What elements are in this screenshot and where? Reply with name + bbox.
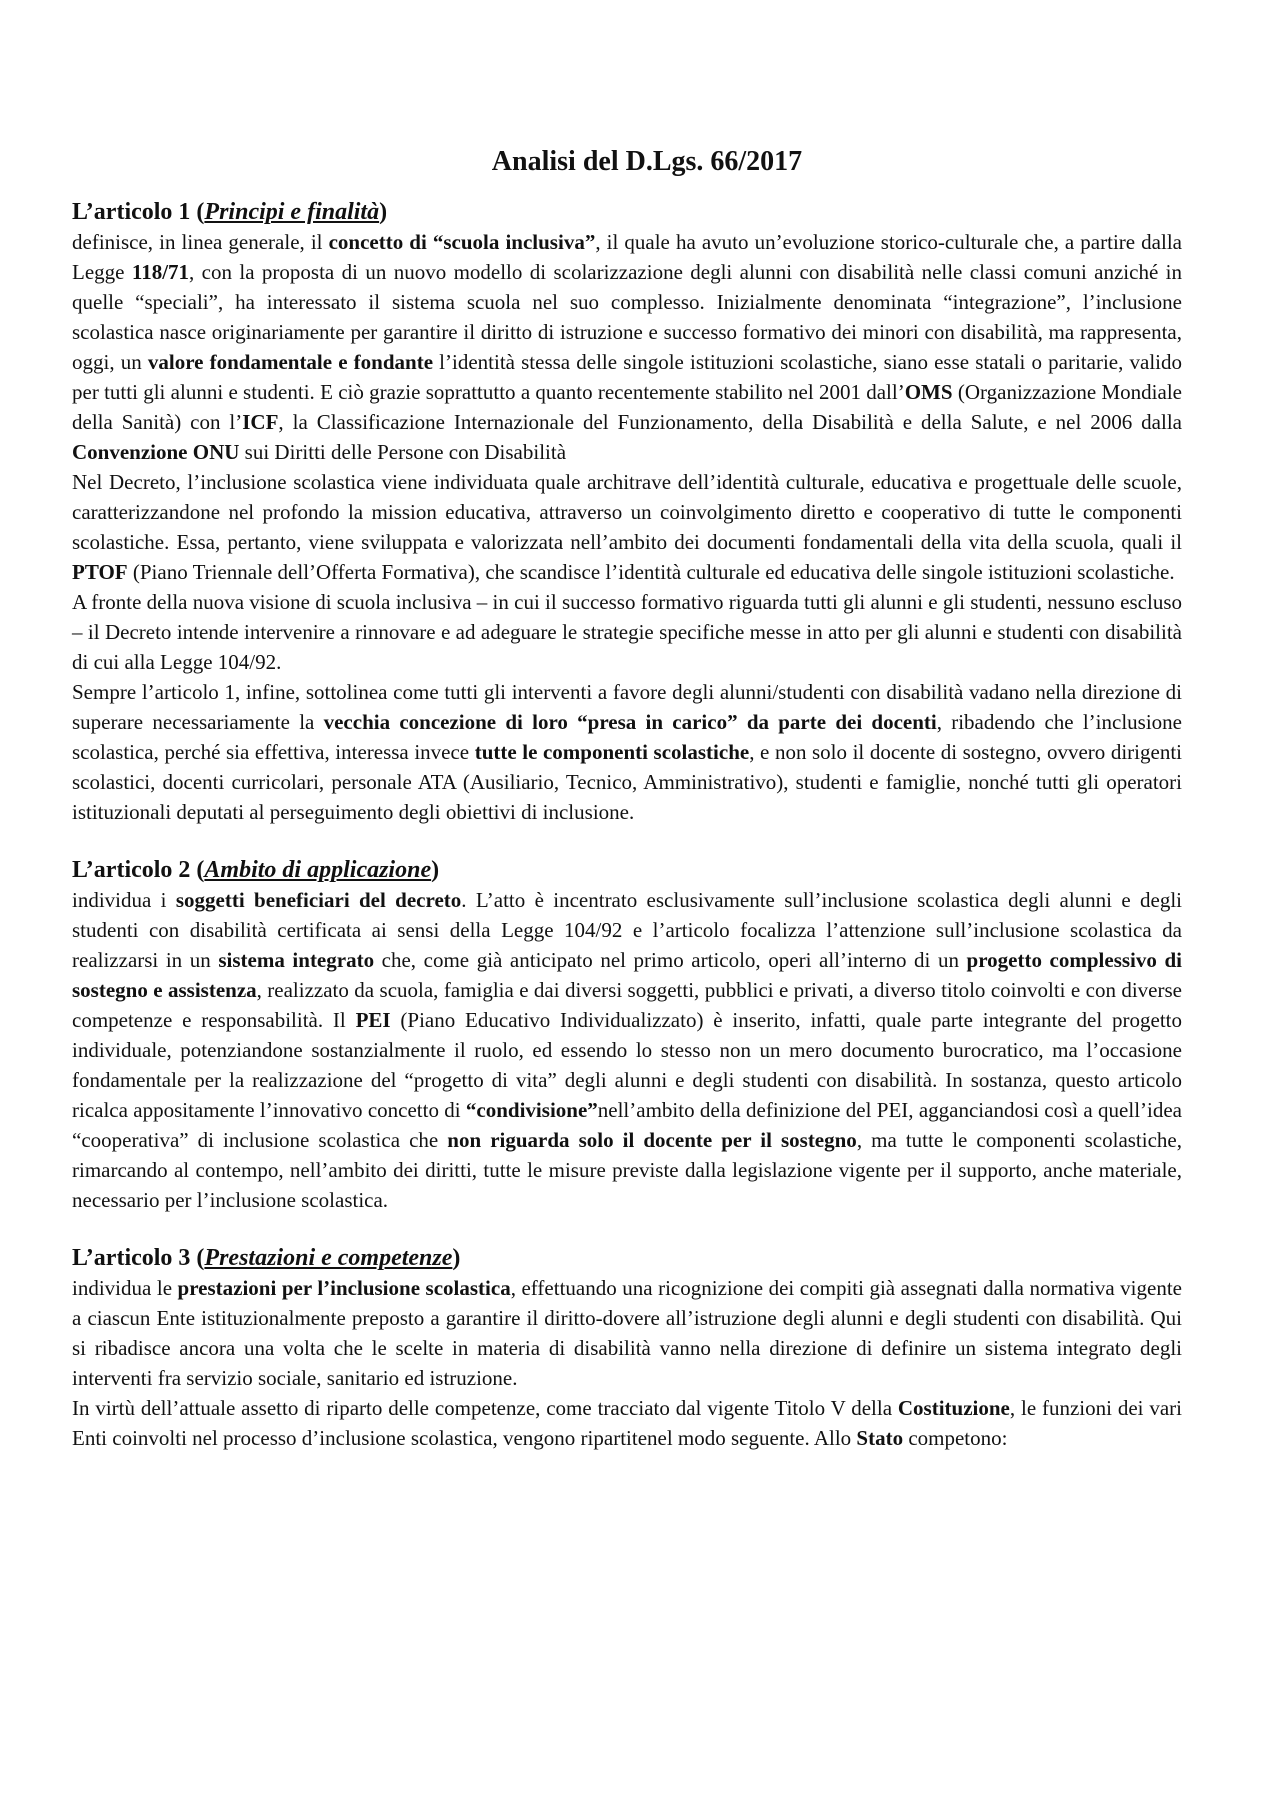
text-run: Nel Decreto, l’inclusione scolastica viene individuata quale architrave dell’identità culturale, educativa e progettuale delle scuole, caratterizzandone nel profondo la mission educativa, attraverso un coinvolgimento diretto e cooperativo di tutte le componenti scolastiche. Essa, pertanto, viene sviluppata e valorizzata nell’ambito dei documenti fondamentali della vita della scuola, quali il — [72, 470, 1182, 554]
paragraph — [72, 1393, 1182, 1453]
text-run: individua le — [72, 1276, 178, 1300]
paragraph — [72, 885, 1182, 1215]
text-run: l’identità stessa delle singole istituzioni scolastiche, siano esse statali o paritarie, valido per tutti gli alunni e studenti. E ciò grazie soprattutto a quanto recentemente stabilito nel 2001 dall’ — [72, 350, 1182, 404]
bold-text: soggetti beneficiari del decreto — [175, 888, 462, 912]
text-run: , effettuando una ricognizione dei compiti già assegnati dalla normativa vigente a ciascun Ente istituzionalmente preposto a garantire il diritto-dovere all’istruzione degli alunni e degli studenti con disabilità. Qui si ribadisce ancora una volta che le scelte in materia di disabilità vanno nella direzione di definire un sistema integrato degli interventi fra servizio sociale, sanitario ed istruzione. — [72, 1276, 1182, 1390]
text-run: competono: — [903, 1426, 1008, 1450]
text-run: , realizzato da scuola, famiglia e dai diversi soggetti, pubblici e privati, a diverso titolo coinvolti e con diverse competenze e responsabilità. Il — [72, 978, 1182, 1032]
section-body — [72, 885, 1182, 1215]
bold-text: concetto di “scuola inclusiva” — [328, 230, 596, 254]
bold-text: Convenzione ONU — [72, 440, 240, 464]
section-body — [72, 1273, 1182, 1453]
heading-tail: ) — [452, 1245, 461, 1271]
bold-text: Costituzione — [897, 1396, 1010, 1420]
text-run: , ma tutte le componenti scolastiche, rimarcando al contempo, nell’ambito dei diritti, tutte le misure previste dalla legislazione vigente per il supporto, anche materiale, necessario per l’inclusione scolastica. — [72, 1128, 1182, 1212]
heading-subtitle: Prestazioni e competenze — [204, 1245, 453, 1271]
paragraph — [72, 587, 1182, 677]
heading-subtitle: Ambito di applicazione — [204, 857, 432, 883]
bold-text: prestazioni per l’inclusione scolastica — [177, 1276, 511, 1300]
heading-subtitle: Principi e finalità — [204, 199, 380, 225]
text-run: (Piano Triennale dell’Offerta Formativa), che scandisce l’identità culturale ed educativa delle singole istituzioni scolastiche. — [127, 560, 1175, 584]
paragraph — [72, 227, 1182, 467]
text-run: , ribadendo che l’inclusione scolastica, perché sia effettiva, interessa invece — [72, 710, 1182, 764]
section-article-2 — [72, 855, 1182, 1215]
paragraph — [72, 677, 1182, 827]
bold-text: PTOF — [72, 560, 128, 584]
bold-text: PEI — [355, 1008, 391, 1032]
bold-text: non riguarda solo il docente per il sostegno — [447, 1128, 857, 1152]
bold-text: sistema integrato — [218, 948, 375, 972]
section-heading — [72, 855, 1182, 885]
text-run: definisce, in linea generale, il — [72, 230, 329, 254]
text-run: , e non solo il docente di sostegno, ovvero dirigenti scolastici, docenti curricolari, personale ATA (Ausiliario, Tecnico, Amministrativo), studenti e famiglie, nonché tutti gli operatori istituzionali deputati al perseguimento degli obiettivi di inclusione. — [72, 740, 1182, 824]
text-run: , le funzioni dei vari Enti coinvolti nel processo d’inclusione scolastica, vengono ripartitenel modo seguente. Allo — [72, 1396, 1182, 1450]
heading-tail: ) — [379, 199, 388, 225]
paragraph — [72, 1273, 1182, 1393]
bold-text: valore fondamentale e fondante — [147, 350, 434, 374]
text-run: , il quale ha avuto un’evoluzione storico-culturale che, a partire dalla Legge — [72, 230, 1182, 284]
heading-lead: L’articolo 3 ( — [72, 1245, 205, 1271]
section-article-3 — [72, 1243, 1182, 1453]
section-heading — [72, 1243, 1182, 1273]
bold-text: OMS — [904, 380, 953, 404]
text-run: In virtù dell’attuale assetto di riparto delle competenze, come tracciato dal vigente Titolo V della — [72, 1396, 898, 1420]
text-run: nell’ambito della definizione del PEI, agganciandosi così a quell’idea “cooperativa” di inclusione scolastica che — [72, 1098, 1182, 1152]
bold-text: progetto complessivo di sostegno e assistenza — [72, 948, 1182, 1002]
text-run: individua i — [72, 888, 176, 912]
text-run: sui Diritti delle Persone con Disabilità — [239, 440, 567, 464]
text-run: . L’atto è incentrato esclusivamente sull’inclusione scolastica degli alunni e degli studenti con disabilità certificata ai sensi della Legge 104/92 e l’articolo focalizza l’attenzione sull’inclusione scolastica da realizzarsi in un — [72, 888, 1182, 972]
bold-text: ICF — [242, 410, 279, 434]
bold-text: tutte le componenti scolastiche — [474, 740, 750, 764]
bold-text: vecchia concezione di loro “presa in carico” da parte dei docenti — [323, 710, 937, 734]
text-run: che, come già anticipato nel primo articolo, operi all’interno di un — [374, 948, 967, 972]
text-run: Sempre l’articolo 1, infine, sottolinea come tutti gli interventi a favore degli alunni/studenti con disabilità vadano nella direzione di superare necessariamente la — [72, 680, 1182, 734]
bold-text: “condivisione” — [465, 1098, 598, 1122]
heading-tail: ) — [431, 857, 440, 883]
bold-text: Stato — [856, 1426, 904, 1450]
section-heading — [72, 197, 1182, 227]
document-title: Analisi del D.Lgs. 66/2017 — [491, 146, 803, 177]
text-run: , con la proposta di un nuovo modello di scolarizzazione degli alunni con disabilità nelle classi comuni anziché in quelle “speciali”, ha interessato il sistema scuola nel suo complesso. Inizialmente denominata “integrazione”, l’inclusione scolastica nasce originariamente per garantire il diritto di istruzione e successo formativo dei minori con disabilità, ma rappresenta, oggi, un — [72, 260, 1182, 374]
paragraph — [72, 467, 1182, 587]
text-run: , la Classificazione Internazionale del Funzionamento, della Disabilità e della Salute, e nel 2006 dalla — [278, 410, 1182, 434]
section-body — [72, 227, 1182, 827]
text-run: (Piano Educativo Individualizzato) è inserito, infatti, quale parte integrante del progetto individuale, potenziandone sostanzialmente il ruolo, ed essendo lo stesso non un mero documento burocratico, ma l’occasione fondamentale per la realizzazione del “progetto di vita” degli alunni e degli studenti con disabilità. In sostanza, questo articolo ricalca appositamente l’innovativo concetto di — [72, 1008, 1182, 1122]
section-article-1 — [72, 197, 1182, 827]
text-run: A fronte della nuova visione di scuola inclusiva – in cui il successo formativo riguarda tutti gli alunni e gli studenti, nessuno escluso – il Decreto intende intervenire a rinnovare e ad adeguare le strategie specifiche messe in atto per gli alunni e studenti con disabilità di cui alla Legge 104/92. — [72, 590, 1182, 674]
heading-lead: L’articolo 1 ( — [72, 199, 205, 225]
bold-text: 118/71 — [131, 260, 190, 284]
heading-lead: L’articolo 2 ( — [72, 857, 205, 883]
document-page — [72, 145, 1182, 1481]
text-run: (Organizzazione Mondiale della Sanità) con l’ — [72, 380, 1182, 434]
